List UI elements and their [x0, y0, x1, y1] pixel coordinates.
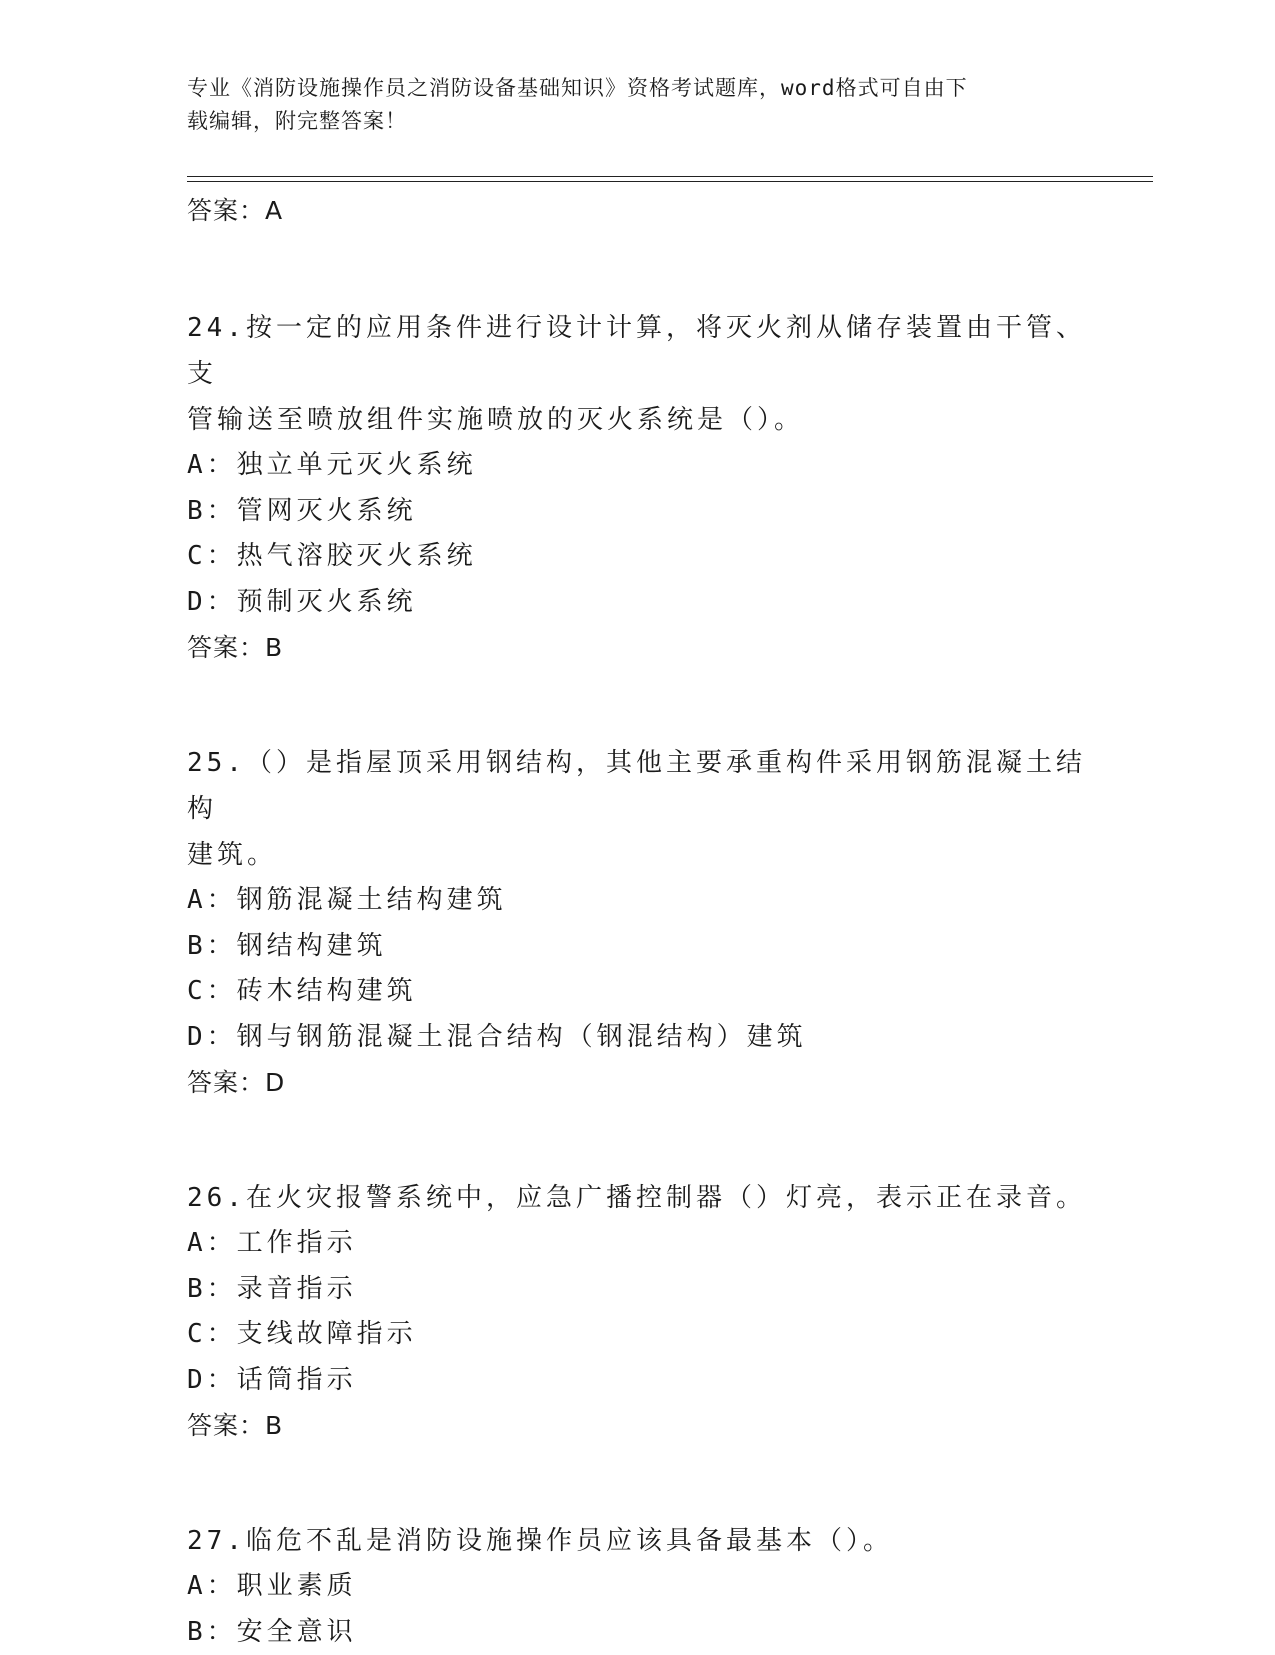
option-a: A：工作指示 — [187, 1221, 1087, 1267]
answer-line: 答案：B — [187, 625, 1087, 671]
option-b: B：录音指示 — [187, 1267, 1087, 1313]
header-line-2: 载编辑，附完整答案！ — [187, 105, 1077, 138]
answer-line: 答案：A — [187, 188, 1087, 234]
question-text-line: 25.（）是指屋顶采用钢结构，其他主要承重构件采用钢筋混凝土结构 — [187, 740, 1087, 832]
question-text-line: 建筑。 — [187, 832, 1087, 878]
option-d: D：话筒指示 — [187, 1358, 1087, 1404]
question-text-line: 管输送至喷放组件实施喷放的灭火系统是（）。 — [187, 397, 1087, 443]
question-text — [187, 1518, 1087, 1564]
question-item — [187, 305, 1087, 671]
question-list — [187, 188, 1087, 1655]
answer-line: 答案：B — [187, 1403, 1087, 1449]
option-a: A：独立单元灭火系统 — [187, 443, 1087, 489]
question-item — [187, 1175, 1087, 1449]
option-d: D：预制灭火系统 — [187, 580, 1087, 626]
option-b: B：管网灭火系统 — [187, 489, 1087, 535]
header-divider-top — [187, 176, 1153, 177]
question-text — [187, 740, 1087, 878]
option-c: C：砖木结构建筑 — [187, 969, 1087, 1015]
question-item — [187, 740, 1087, 1106]
option-b: B：钢结构建筑 — [187, 924, 1087, 970]
question-text — [187, 1175, 1087, 1221]
option-a: A：钢筋混凝土结构建筑 — [187, 878, 1087, 924]
option-a: A：职业素质 — [187, 1564, 1087, 1610]
header-divider-bottom — [187, 181, 1153, 182]
header-line-1: 专业《消防设施操作员之消防设备基础知识》资格考试题库，word格式可自由下 — [187, 72, 1077, 105]
option-b: B：安全意识 — [187, 1610, 1087, 1655]
question-text-line: 27.临危不乱是消防设施操作员应该具备最基本（）。 — [187, 1518, 1087, 1564]
answer-line: 答案：D — [187, 1060, 1087, 1106]
option-c: C：热气溶胶灭火系统 — [187, 534, 1087, 580]
question-text-line: 26.在火灾报警系统中，应急广播控制器（）灯亮，表示正在录音。 — [187, 1175, 1087, 1221]
question-item — [187, 1518, 1087, 1655]
document-header — [187, 72, 1077, 138]
question-text — [187, 305, 1087, 443]
question-text-line: 24.按一定的应用条件进行设计计算，将灭火剂从储存装置由干管、支 — [187, 305, 1087, 397]
option-c: C：支线故障指示 — [187, 1312, 1087, 1358]
option-d: D：钢与钢筋混凝土混合结构（钢混结构）建筑 — [187, 1015, 1087, 1061]
